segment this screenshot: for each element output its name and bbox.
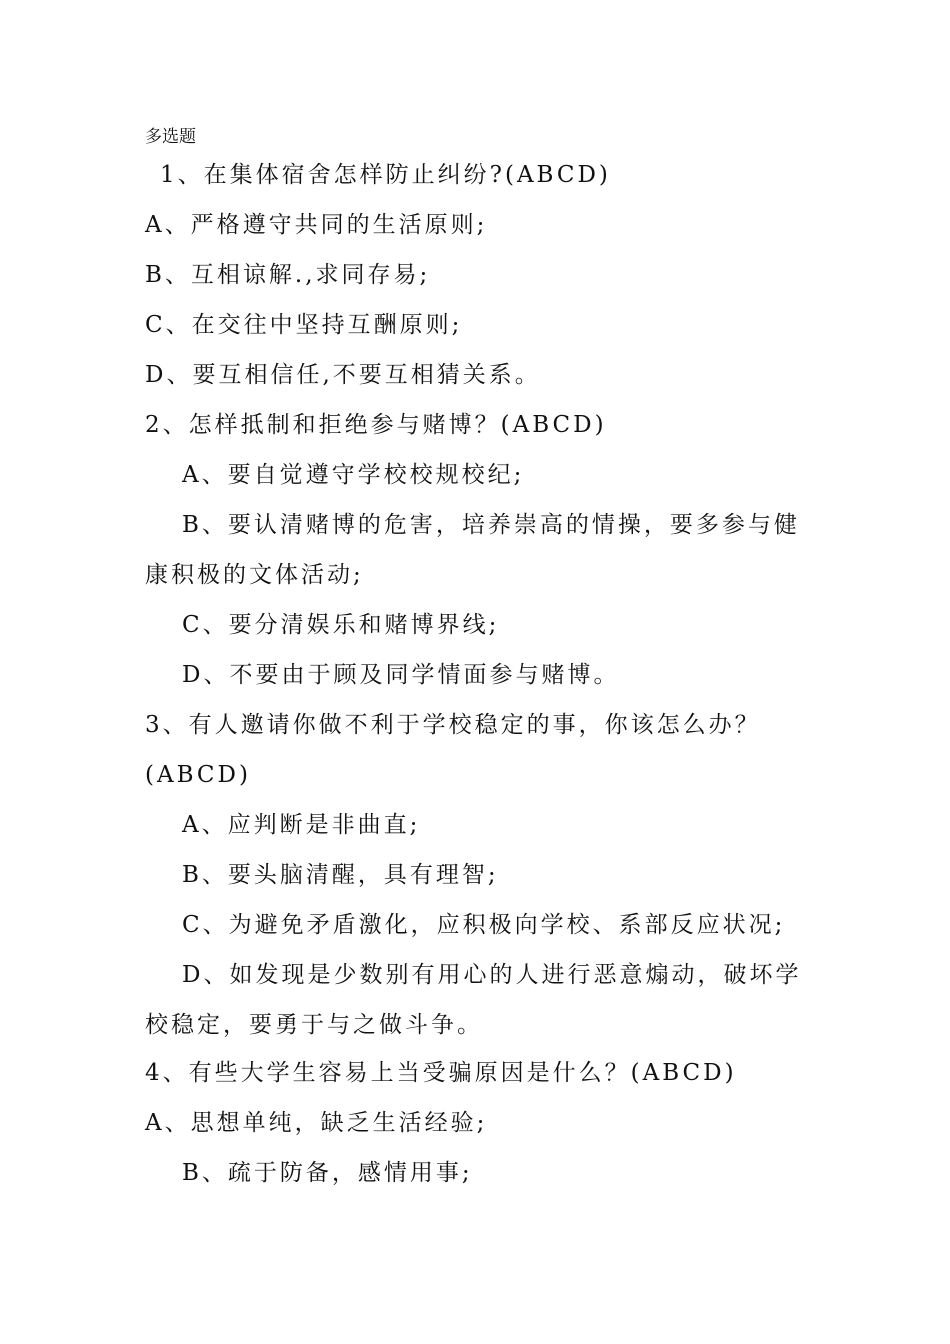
question-2: 2、怎样抵制和拒绝参与赌博？(ABCD): [145, 412, 607, 438]
question-1-option-a: A、严格遵守共同的生活原则;: [145, 212, 488, 238]
question-4-option-b: B、疏于防备，感情用事;: [182, 1160, 473, 1186]
question-3-option-a: A、应判断是非曲直;: [182, 812, 421, 838]
question-1-option-c: C、在交往中坚持互酬原则;: [145, 312, 463, 338]
question-3: 3、有人邀请你做不利于学校稳定的事，你该怎么办？: [145, 712, 761, 738]
question-2-option-c: C、要分清娱乐和赌博界线;: [182, 612, 500, 638]
question-3-option-d-continued: 校稳定，要勇于与之做斗争。: [145, 1012, 483, 1038]
question-2-option-d: D、不要由于顾及同学情面参与赌博。: [182, 662, 620, 688]
section-heading: 多选题: [145, 127, 196, 147]
question-1-option-d: D、要互相信任,不要互相猜关系。: [145, 362, 541, 388]
question-2-option-b: B、要认清赌博的危害，培养崇高的情操，要多参与健: [182, 512, 800, 538]
question-4: 4、有些大学生容易上当受骗原因是什么？(ABCD): [145, 1060, 737, 1086]
question-4-option-a: A、思想单纯，缺乏生活经验;: [145, 1110, 488, 1136]
question-1: 1、在集体宿舍怎样防止纠纷?(ABCD): [160, 162, 611, 188]
question-3-option-b: B、要头脑清醒，具有理智;: [182, 862, 499, 888]
question-3-option-d: D、如发现是少数别有用心的人进行恶意煽动，破坏学: [182, 962, 802, 988]
question-2-option-a: A、要自觉遵守学校校规校纪;: [182, 462, 525, 488]
question-3-option-c: C、为避免矛盾激化，应积极向学校、系部反应状况;: [182, 912, 786, 938]
question-3-continued: (ABCD): [145, 762, 251, 788]
question-1-option-b: B、互相谅解.,求同存易;: [145, 262, 431, 288]
question-2-option-b-continued: 康积极的文体活动;: [145, 562, 364, 588]
